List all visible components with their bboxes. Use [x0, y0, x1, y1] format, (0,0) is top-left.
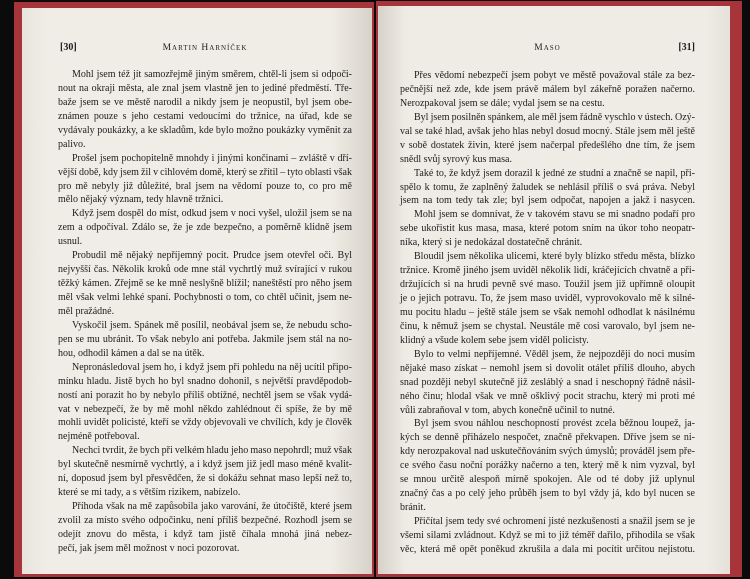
text-line: [400, 320, 695, 334]
text-line: [58, 291, 352, 305]
text-line: [400, 208, 695, 222]
text-line-content: Příhoda však na mě zapůsobila jako varování, že útočiště, které jsem: [72, 501, 352, 513]
text-line: [58, 82, 352, 96]
text-line-content: věc, která mě opět poněkud zkrušila a dala mi pocítit určitou nejistotu.: [400, 543, 695, 555]
text-line: [400, 111, 695, 125]
text-line: [58, 235, 352, 249]
text-line: [58, 319, 352, 333]
text-line-content: snad později nebyl skutečně již zesláblý a snad i neschopný řádně násil-: [400, 376, 695, 388]
page-header: [58, 41, 352, 55]
text-line-content: Mohl jsem též jít samozřejmě jiným směrem, chtěl-li jsem si odpoči-: [72, 69, 352, 80]
text-line: [58, 542, 352, 556]
text-line-content: Byl jsem svou náhlou neschopností provést zcela běžnou loupež, ja-: [414, 418, 695, 430]
text-line-content: Prošel jsem pochopitelně mnohdy i jinými končinami – zvláště v dří-: [72, 152, 352, 164]
text-line: [400, 543, 695, 557]
text-line-content: Když jsem dospěl do míst, odkud jsem v noci vyšel, uložil jsem se na: [72, 208, 352, 220]
text-line: [58, 68, 352, 82]
text-line: [58, 180, 352, 194]
text-line: [400, 97, 695, 111]
paragraph: [58, 361, 352, 445]
text-line: [58, 138, 352, 152]
paragraph: [58, 249, 352, 319]
text-line: [58, 389, 352, 403]
text-line: [400, 501, 695, 515]
text-line-content: klidný a všude kolem sebe jsem viděl policisty.: [400, 334, 589, 346]
text-line-content: Bloudil jsem několika ulicemi, které byly blízko středu města, blízko: [414, 251, 695, 263]
text-line: [58, 333, 352, 347]
text-line: [58, 458, 352, 472]
text-line-content: mohli uvidět policisté, kteří se vždy objevovali ve chvílích, kdy je člověk: [58, 417, 352, 429]
text-line: [58, 263, 352, 277]
text-line: [400, 292, 695, 306]
right-page: [378, 6, 730, 574]
text-line: [58, 486, 352, 500]
text-line: [58, 305, 352, 319]
text-line-content: značný čas a po celý jeho průběh jsem to byl vždy já, kdo byl nucen se: [400, 488, 695, 500]
text-line: [400, 306, 695, 320]
text-line: [400, 529, 695, 543]
text-line-content: val se také hlad, avšak jeho hlas nebyl dosud mocný. Stále jsem měl ještě: [400, 125, 695, 137]
text-line-content: jsem na tom tedy tak zle; byl jsem odpočat, napojen a jakž i nasycen.: [400, 195, 695, 207]
text-line: [400, 390, 695, 404]
text-line-content: pečnější než zde, kde jsem právě málem byl zákeřně poražen načerno.: [400, 83, 695, 95]
text-line-content: nejméně potřeboval.: [58, 431, 140, 443]
text-line-content: Byl jsem posilněn spánkem, ale měl jsem řádně vyschlo v ústech. Ozý-: [414, 111, 695, 123]
text-line-content: činu, k němuž jsem se chystal. Neustále mě cosi varovalo, byl jsem ne-: [400, 320, 695, 332]
text-line-content: známen pouze s jeho cestami vedoucími do tržnice, na úřad, kde se: [58, 110, 352, 122]
text-line: [400, 445, 695, 459]
text-line-content: mělo nějaký význam, tedy hlavně tržnici.: [58, 194, 224, 206]
text-line: [58, 193, 352, 207]
page-body: [58, 68, 352, 556]
text-line: [58, 500, 352, 514]
text-line: [58, 514, 352, 528]
text-line: [58, 221, 352, 235]
text-line-content: nejvyšší čas. Několik kroků ode mne stál vychrtlý muž svírající v rukou: [58, 264, 352, 276]
text-line-content: měl pražádné.: [58, 305, 115, 317]
text-line-content: vější době, kdy jsem žil v cihlovém domě, který se zřítil – tyto oblasti však: [58, 166, 352, 178]
text-line-content: tržnice. Kromě jiného jsem uviděl několik lidí, kráčejících chvatně a při-: [400, 265, 695, 277]
text-line-content: mu pocitu hladu – ještě stále jsem se však nemohl odhodlat k násilnému: [400, 306, 695, 318]
text-line-content: zvolil za místo svého odpočinku, není příliš bezpečné. Rozhodl jsem se: [58, 515, 352, 526]
text-line-content: Nerozpakoval jsem se dále; vydal jsem se na cestu.: [400, 97, 605, 109]
text-line-content: Přičítal jsem tedy své ochromení jisté nezkušenosti a snažil jsem se je: [414, 516, 695, 527]
text-line-content: vydávaly poukázky, a ke skladům, kde bylo možno poukázky vyměnit za: [58, 124, 352, 136]
text-line: [400, 431, 695, 445]
text-line-content: nějaké maso získat – nemohl jsem si dovolit otálet příliš dlouho, abych: [400, 362, 695, 374]
running-head-author: Martin Harníček: [162, 43, 248, 53]
paragraph: [58, 152, 352, 208]
text-line-content: spělo k tomu, že zaplněný žaludek se nehlásil příliš o svá práva. Nebyl: [400, 181, 695, 193]
paragraph: [58, 68, 352, 152]
text-line: [58, 249, 352, 263]
text-line-content: Nepronásledoval jsem ho, i když jsem při pohledu na něj ucítil připo-: [72, 361, 352, 373]
text-line-content: těžký kámen. Zřejmě se ke mně neslyšně blížil; naneštěstí pro něho jsem: [58, 278, 352, 290]
text-line: [58, 528, 352, 542]
text-line-content: se mnou určitě alespoň mírně spokojen. Ale od té doby již uplynul: [400, 474, 695, 486]
text-line: [58, 361, 352, 375]
text-line: [400, 278, 695, 292]
paragraph: [58, 500, 352, 556]
text-line: [58, 403, 352, 417]
text-line-content: Přes vědomí nebezpečí jsem pobyt ve městě považoval stále za bez-: [414, 70, 695, 81]
text-line-content: ce svého času noční porážky načerno a ten, který mě k nim vyzval, byl: [400, 460, 695, 472]
text-line: [400, 362, 695, 376]
text-line-content: baže jsem se ve městě narodil a nikdy jsem je neopustil, byl jsem obe-: [58, 96, 352, 108]
left-page: [22, 8, 372, 574]
paragraph: [400, 167, 695, 209]
text-line-content: všemi silami zvládnout. Když se mi to již téměř dařilo, přihodila se však: [400, 529, 695, 541]
paragraph: [400, 250, 695, 348]
text-line-content: hou, odhodil kámen a dal se na útěk.: [58, 347, 205, 359]
text-line: [400, 250, 695, 264]
text-line: [58, 444, 352, 458]
text-line-content: měl však velmi lehké spaní. Pochybnosti o tom, co chtěl učinit, jsem ne-: [58, 292, 352, 303]
text-line: [58, 166, 352, 180]
text-line-content: byl skutečně nesmírně vychrtlý, a i když jsem již jedl maso méně kvalit-: [58, 459, 352, 471]
text-line: [400, 264, 695, 278]
text-line-content: pečí, jak jsem měl možnost v noci pozorovat.: [58, 542, 240, 554]
text-line: [58, 416, 352, 430]
text-line-content: Také to, že když jsem dorazil k jedné ze studní a značně se napil, při-: [414, 167, 695, 179]
text-line-content: Nechci tvrdit, že bych při velkém hladu jeho maso nepohrdl; muž však: [72, 445, 352, 457]
text-line: [58, 347, 352, 361]
text-line-content: v sobě dostatek živin, které jsem načerpal předešlého dne tím, že jsem: [400, 139, 695, 151]
text-line: [400, 181, 695, 195]
text-line-content: držujících si na hrudi pevně své maso. Toužil jsem již upřímně oloupit: [400, 279, 695, 291]
page-number: [30]: [60, 42, 77, 53]
text-line-content: vůli zabraňoval v tom, abych konečně učinil to nutné.: [400, 404, 615, 416]
text-line: [400, 222, 695, 236]
text-line: [400, 167, 695, 181]
paragraph: [400, 515, 695, 557]
paragraph: [400, 417, 695, 515]
text-line-content: usnul.: [58, 236, 83, 248]
paragraph: [400, 348, 695, 418]
text-line-content: ní, doposud jsem byl přesvědčen, že si dokážu sehnat maso lepší než to,: [58, 473, 352, 485]
paragraph: [58, 444, 352, 500]
text-line-content: je o jejich potravu. To, že jsem maso uviděl, vyprovokovalo mě k silné-: [400, 293, 695, 304]
text-line: [400, 125, 695, 139]
text-line: [400, 348, 695, 362]
text-line: [58, 96, 352, 110]
text-line-content: zem a odpočíval. Zdálo se, že je zde bezpečno, a poměrně klidně jsem: [58, 222, 352, 234]
page-number: [31]: [678, 42, 695, 53]
text-line: [58, 375, 352, 389]
paragraph: [58, 319, 352, 361]
text-line: [400, 334, 695, 348]
text-line-content: snědl svůj syrový kus masa.: [400, 153, 512, 165]
text-line: [400, 459, 695, 473]
text-line: [400, 473, 695, 487]
text-line-content: ného činu; hlodal však ve mně ošklivý pocit strachu, který mi proti mé: [400, 390, 695, 402]
text-line: [58, 430, 352, 444]
text-line: [58, 124, 352, 138]
text-line-content: níka, který si je nedokázal dostatečně chránit.: [400, 237, 583, 249]
text-line: [400, 236, 695, 250]
text-line-content: sebe ukořistit kus masa, masa, které potom sním na úkor toho neopatr-: [400, 223, 695, 235]
running-head-title: Maso: [534, 43, 561, 53]
text-line-content: kých se denně přiházelo nespočet, značně překvapen. Dříve jsem se ni-: [400, 432, 695, 444]
text-line-content: které se mi tady, a s větším rizikem, nabízelo.: [58, 487, 241, 499]
paragraph: [400, 111, 695, 167]
text-line-content: pro mě nebyly již důležité, bral jsem na vědomí pouze to, co pro mě: [58, 180, 352, 192]
text-line: [58, 110, 352, 124]
text-line-content: palivo.: [58, 138, 86, 150]
paragraph: [400, 208, 695, 250]
text-line-content: Probudil mě nějaký nepříjemný pocit. Prudce jsem otevřel oči. Byl: [72, 250, 352, 262]
text-line-content: nout na okraji města, ale znal jsem vlastně jen to jediné předměstí. Tře-: [58, 82, 352, 94]
text-line: [400, 194, 695, 208]
text-line: [58, 277, 352, 291]
text-line-content: mínku hladu. Jistě bych ho byl snadno dohonil, s největší pravděpodob-: [58, 375, 352, 387]
paragraph: [58, 207, 352, 249]
text-line: [58, 207, 352, 221]
text-line-content: vat v nebezpečí, že by mě mohl někdo zahlédnout či spíše, že by mě: [58, 403, 352, 415]
text-line-content: pen se mu ubránit. To však nebylo ani potřeba. Jakmile jsem stál na no-: [58, 333, 352, 345]
page-header: [400, 41, 695, 55]
text-line: [400, 69, 695, 83]
text-line: [400, 376, 695, 390]
text-line: [400, 139, 695, 153]
text-line-content: kdy nerozpakoval nad uskutečňováním svých úmyslů; prováděl jsem pře-: [400, 446, 695, 458]
text-line-content: bránit.: [400, 502, 426, 514]
text-line: [58, 472, 352, 486]
text-line: [58, 152, 352, 166]
text-line-content: Mohl jsem se domnívat, že v takovém stavu se mi snadno podaří pro: [414, 209, 695, 221]
text-line: [400, 404, 695, 418]
text-line: [400, 417, 695, 431]
paragraph: [400, 69, 695, 111]
text-line: [400, 83, 695, 97]
page-body: [400, 69, 695, 557]
text-line-content: Vyskočil jsem. Spánek mě posílil, neobával jsem se, že nebudu scho-: [72, 319, 352, 331]
text-line: [400, 515, 695, 529]
text-line-content: Bylo to velmi nepříjemné. Věděl jsem, že nejpozději do noci musím: [414, 348, 695, 360]
text-line: [400, 487, 695, 501]
text-line-content: odejít znovu do města, i když tam jistě číhala mnohá jiná nebez-: [58, 528, 352, 540]
text-line-content: ností ani porazit ho by nebylo příliš obtížné, nechtěl jsem se však vydá-: [58, 389, 352, 401]
text-line: [400, 153, 695, 167]
